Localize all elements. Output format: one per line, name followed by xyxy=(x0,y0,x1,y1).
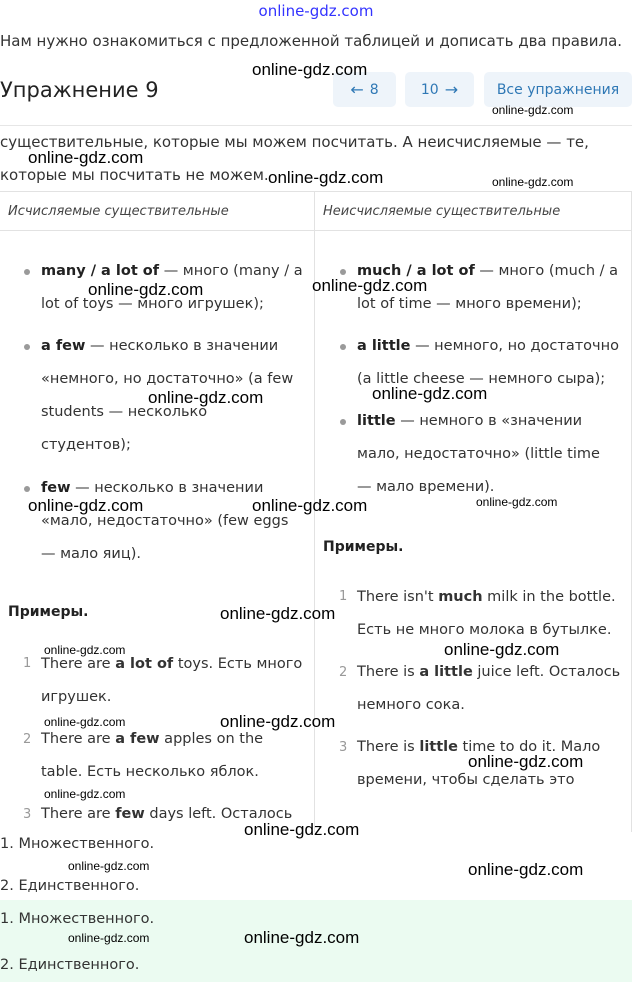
bullet-icon xyxy=(340,344,346,350)
all-exercises-label: Все упражнения xyxy=(496,81,620,98)
uncountable-example-2: There is a little juice left. Осталось немного сока. xyxy=(357,664,621,713)
countable-rule-3: few — несколько в значении «мало, недостаточно» (few eggs — мало яиц). xyxy=(41,480,289,562)
all-exercises-button[interactable] xyxy=(484,72,632,107)
uncountable-rule-1: much / a lot of — много (much / a lot of time — много времени); xyxy=(357,263,618,312)
watermark: online-gdz.com xyxy=(220,604,336,623)
watermark: online-gdz.com xyxy=(44,787,126,801)
bullet-icon xyxy=(24,269,30,275)
paragraph-line-2: которые мы посчитать не можем. xyxy=(0,166,269,184)
watermark: online-gdz.com xyxy=(44,715,126,729)
next-exercise-label: 10 xyxy=(420,81,439,98)
watermark: online-gdz.com xyxy=(68,859,150,873)
intro-text: Нам нужно ознакомиться с предложенной таблицей и дописать два правила. xyxy=(0,32,623,50)
watermark: online-gdz.com xyxy=(244,820,360,839)
watermark: online-gdz.com xyxy=(492,103,574,117)
watermark: online-gdz.com xyxy=(468,752,584,771)
answer-1: 1. Множественного. xyxy=(0,836,155,852)
uncountable-example-3: There is little time to do it. Мало времени, чтобы сделать это xyxy=(357,739,601,788)
divider xyxy=(0,125,632,126)
paragraph-line-1: существительные, которые мы можем посчитать. А неисчисляемые — те, xyxy=(0,133,589,151)
watermark: online-gdz.com xyxy=(68,931,150,945)
example-number: 1 xyxy=(339,589,348,604)
countable-example-2: There are a few apples on the table. Есть несколько яблок. xyxy=(41,731,264,780)
bullet-icon xyxy=(340,419,346,425)
example-number: 1 xyxy=(23,656,32,671)
countable-rule-1: many / a lot of — много (many / a lot of toys — много игрушек); xyxy=(41,263,303,312)
watermark: online-gdz.com xyxy=(252,496,368,515)
example-number: 2 xyxy=(339,665,348,680)
watermark: online-gdz.com xyxy=(476,495,558,509)
watermark: online-gdz.com xyxy=(88,280,204,299)
page-title: Упражнение 9 xyxy=(0,78,159,102)
countable-header: Исчисляемые существительные xyxy=(8,204,229,219)
examples-label-countable: Примеры. xyxy=(8,604,89,620)
watermark: online-gdz.com xyxy=(268,168,384,187)
examples-label-uncountable: Примеры. xyxy=(323,539,404,555)
watermark: online-gdz.com xyxy=(312,276,428,295)
uncountable-example-1: There isn't much milk in the bottle. Есть не много молока в бутылке. xyxy=(357,589,616,638)
watermark: online-gdz.com xyxy=(468,860,584,879)
watermark: online-gdz.com xyxy=(244,928,360,947)
countable-rule-2: a few — несколько в значении «немного, но достаточно» (a few students — несколько студентов); xyxy=(41,338,294,453)
bullet-icon xyxy=(340,269,346,275)
watermark: online-gdz.com xyxy=(220,712,336,731)
countable-example-1: There are a lot of toys. Есть много игрушек. xyxy=(41,656,303,705)
answer-2: 2. Единственного. xyxy=(0,878,140,894)
bullet-icon xyxy=(24,344,30,350)
uncountable-header: Неисчисляемые существительные xyxy=(323,204,561,219)
countable-example-3: There are few days left. Осталось xyxy=(41,806,293,822)
watermark: online-gdz.com xyxy=(252,60,368,79)
watermark: online-gdz.com xyxy=(44,643,126,657)
example-number: 3 xyxy=(23,807,32,822)
site-logo[interactable]: online-gdz.com xyxy=(258,2,374,20)
watermark: online-gdz.com xyxy=(28,496,144,515)
example-number: 3 xyxy=(339,740,348,755)
watermark: online-gdz.com xyxy=(372,384,488,403)
uncountable-rule-3: little — немного в «значении мало, недостаточно» (little time — мало времени). xyxy=(357,413,600,495)
watermark: online-gdz.com xyxy=(492,175,574,189)
uncountable-rule-2: a little — немного, но достаточно (a little cheese — немного сыра); xyxy=(357,338,619,387)
watermark: online-gdz.com xyxy=(444,640,560,659)
example-number: 2 xyxy=(23,732,32,747)
arrow-left-icon: ← xyxy=(350,80,364,99)
arrow-right-icon: → xyxy=(444,80,459,99)
watermark: online-gdz.com xyxy=(28,148,144,167)
bullet-icon xyxy=(24,486,30,492)
watermark: online-gdz.com xyxy=(148,388,264,407)
next-exercise-button[interactable] xyxy=(405,72,474,107)
prev-exercise-label: 8 xyxy=(369,81,379,98)
highlighted-answer-2: 2. Единственного. xyxy=(0,957,140,973)
highlighted-answer-1: 1. Множественного. xyxy=(0,911,155,927)
